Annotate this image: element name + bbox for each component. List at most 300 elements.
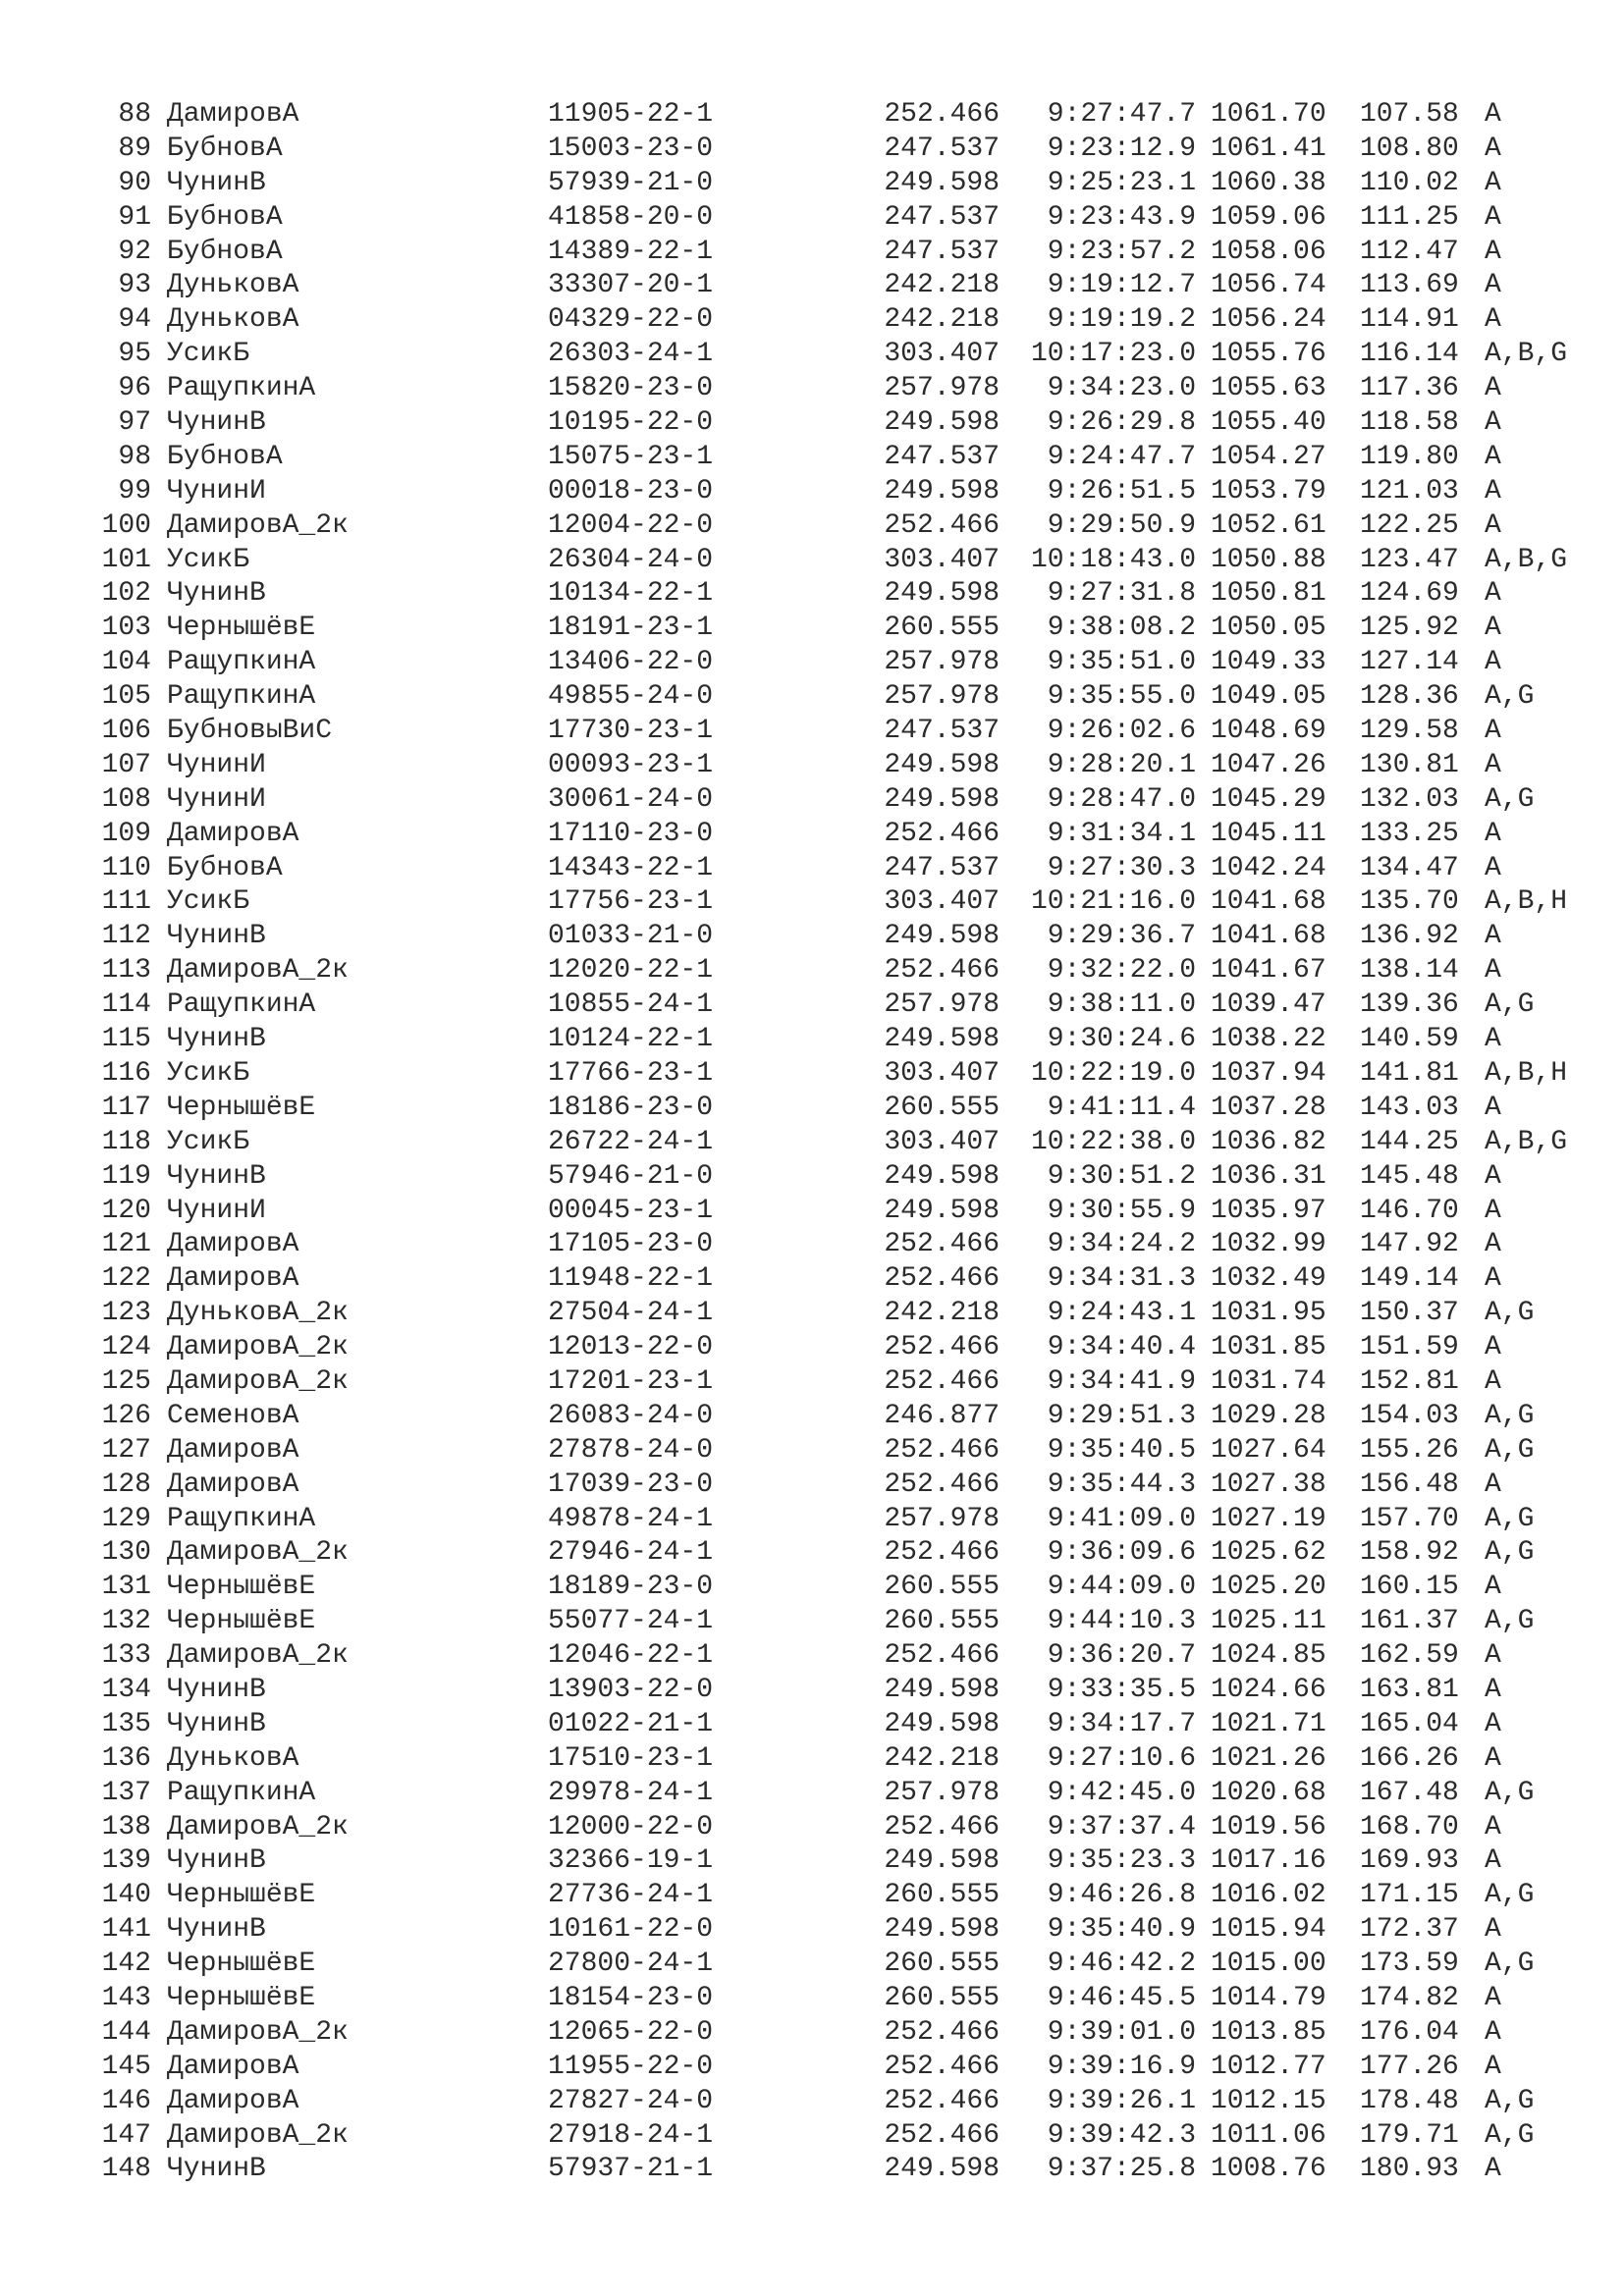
speed-value: 1011.06 [1211,2119,1326,2151]
fancier-name: ЧунинВ [167,1674,266,1705]
distance-km: 257.978 [884,681,1000,713]
category-flags: A [1485,1263,1501,1295]
speed-value: 1049.33 [1211,647,1326,678]
category-flags: A,B,H [1485,1057,1568,1089]
distance-km: 252.466 [884,99,1000,130]
place-number: 106 [101,716,151,747]
fancier-name: ДуньковА [167,304,299,336]
fancier-name: БубновыВиС [167,716,333,747]
points-value: 171.15 [1360,1880,1459,1911]
category-flags: A,G [1485,1606,1535,1637]
arrival-time: 9:35:23.3 [1047,1845,1196,1877]
distance-km: 249.598 [884,783,1000,815]
arrival-time: 9:28:47.0 [1047,783,1196,815]
result-row [86,715,1559,749]
category-flags: A [1485,1811,1501,1842]
speed-value: 1024.66 [1211,1674,1326,1705]
speed-value: 1056.74 [1211,270,1326,301]
ring-number: 13903-22-0 [548,1674,714,1705]
ring-number: 11905-22-1 [548,99,714,130]
fancier-name: УсикБ [167,886,250,918]
points-value: 112.47 [1360,236,1459,267]
distance-km: 247.537 [884,133,1000,164]
speed-value: 1056.24 [1211,304,1326,336]
distance-km: 252.466 [884,1537,1000,1569]
distance-km: 242.218 [884,1298,1000,1329]
ring-number: 33307-20-1 [548,270,714,301]
category-flags: A [1485,1845,1501,1877]
points-value: 155.26 [1360,1434,1459,1466]
place-number: 147 [101,2119,151,2151]
fancier-name: УсикБ [167,339,250,370]
speed-value: 1045.11 [1211,818,1326,849]
points-value: 141.81 [1360,1057,1459,1089]
points-value: 130.81 [1360,749,1459,780]
distance-km: 252.466 [884,1263,1000,1295]
ring-number: 30061-24-0 [548,783,714,815]
points-value: 166.26 [1360,1742,1459,1774]
points-value: 154.03 [1360,1400,1459,1431]
arrival-time: 9:44:09.0 [1047,1572,1196,1603]
distance-km: 247.537 [884,201,1000,233]
place-number: 103 [101,613,151,644]
ring-number: 29978-24-1 [548,1777,714,1808]
place-number: 112 [101,921,151,952]
place-number: 128 [101,1468,151,1500]
distance-km: 257.978 [884,647,1000,678]
category-flags: A,G [1485,1777,1535,1808]
ring-number: 18191-23-1 [548,613,714,644]
fancier-name: ДамировА [167,2051,299,2082]
speed-value: 1027.64 [1211,1434,1326,1466]
arrival-time: 9:27:31.8 [1047,578,1196,610]
arrival-time: 9:26:29.8 [1047,407,1196,439]
speed-value: 1029.28 [1211,1400,1326,1431]
points-value: 135.70 [1360,886,1459,918]
points-value: 139.36 [1360,989,1459,1021]
speed-value: 1052.61 [1211,509,1326,541]
ring-number: 01033-21-0 [548,921,714,952]
distance-km: 303.407 [884,886,1000,918]
distance-km: 249.598 [884,1674,1000,1705]
place-number: 115 [101,1024,151,1055]
speed-value: 1037.94 [1211,1057,1326,1089]
distance-km: 252.466 [884,2016,1000,2048]
ring-number: 27504-24-1 [548,1298,714,1329]
distance-km: 252.466 [884,1468,1000,1500]
points-value: 144.25 [1360,1126,1459,1157]
fancier-name: ДамировА_2к [167,509,349,541]
place-number: 123 [101,1298,151,1329]
category-flags: A,G [1485,2119,1535,2151]
place-number: 88 [118,99,151,130]
points-value: 149.14 [1360,1263,1459,1295]
points-value: 136.92 [1360,921,1459,952]
distance-km: 246.877 [884,1400,1000,1431]
arrival-time: 10:22:19.0 [1030,1057,1196,1089]
place-number: 107 [101,749,151,780]
fancier-name: ДамировА_2к [167,1537,349,1569]
place-number: 144 [101,2016,151,2048]
category-flags: A,B,G [1485,339,1568,370]
arrival-time: 9:35:40.5 [1047,1434,1196,1466]
category-flags: A [1485,818,1501,849]
fancier-name: БубновА [167,201,283,233]
speed-value: 1020.68 [1211,1777,1326,1808]
fancier-name: ДамировА [167,1263,299,1295]
result-row [86,1160,1559,1195]
arrival-time: 9:23:57.2 [1047,236,1196,267]
distance-km: 260.555 [884,1949,1000,1980]
distance-km: 257.978 [884,989,1000,1021]
category-flags: A [1485,1572,1501,1603]
points-value: 117.36 [1360,373,1459,404]
ring-number: 17756-23-1 [548,886,714,918]
category-flags: A [1485,373,1501,404]
category-flags: A [1485,1640,1501,1672]
points-value: 122.25 [1360,509,1459,541]
category-flags: A,B,H [1485,886,1568,918]
result-row [86,544,1568,578]
result-row [86,372,1559,406]
result-row [86,1571,1559,1605]
category-flags: A [1485,1982,1501,2013]
ring-number: 55077-24-1 [548,1606,714,1637]
ring-number: 27918-24-1 [548,2119,714,2151]
category-flags: A [1485,1914,1501,1946]
fancier-name: ЧунинВ [167,1845,266,1877]
result-row [86,1605,1559,1639]
result-row [86,1948,1559,1982]
speed-value: 1017.16 [1211,1845,1326,1877]
fancier-name: ЧунинВ [167,167,266,198]
category-flags: A,G [1485,1537,1535,1569]
place-number: 92 [118,236,151,267]
speed-value: 1050.05 [1211,613,1326,644]
result-row [86,1639,1559,1674]
ring-number: 57939-21-0 [548,167,714,198]
fancier-name: ЧунинИ [167,1195,266,1226]
distance-km: 252.466 [884,1811,1000,1842]
fancier-name: РащупкинА [167,989,316,1021]
result-row [86,133,1559,167]
arrival-time: 9:23:12.9 [1047,133,1196,164]
arrival-time: 10:17:23.0 [1030,339,1196,370]
fancier-name: РащупкинА [167,1503,316,1534]
points-value: 124.69 [1360,578,1459,610]
distance-km: 260.555 [884,1880,1000,1911]
ring-number: 15003-23-0 [548,133,714,164]
fancier-name: ЧунинИ [167,475,266,507]
speed-value: 1038.22 [1211,1024,1326,1055]
ring-number: 12004-22-0 [548,509,714,541]
speed-value: 1039.47 [1211,989,1326,1021]
speed-value: 1048.69 [1211,716,1326,747]
place-number: 116 [101,1057,151,1089]
result-row [86,1092,1559,1126]
distance-km: 249.598 [884,407,1000,439]
ring-number: 27736-24-1 [548,1880,714,1911]
result-row [86,201,1559,236]
points-value: 161.37 [1360,1606,1459,1637]
speed-value: 1036.31 [1211,1160,1326,1192]
ring-number: 00093-23-1 [548,749,714,780]
category-flags: A [1485,716,1501,747]
speed-value: 1012.15 [1211,2085,1326,2116]
fancier-name: ДуньковА_2к [167,1298,349,1329]
category-flags: A [1485,1468,1501,1500]
result-row [86,1674,1559,1708]
category-flags: A [1485,1195,1501,1226]
result-row [86,1982,1559,2016]
ring-number: 12020-22-1 [548,955,714,987]
arrival-time: 9:30:55.9 [1047,1195,1196,1226]
speed-value: 1041.68 [1211,886,1326,918]
place-number: 109 [101,818,151,849]
result-row [86,988,1559,1023]
result-row [86,1777,1559,1811]
points-value: 121.03 [1360,475,1459,507]
distance-km: 249.598 [884,475,1000,507]
points-value: 176.04 [1360,2016,1459,2048]
distance-km: 257.978 [884,1777,1000,1808]
category-flags: A [1485,955,1501,987]
arrival-time: 9:46:26.8 [1047,1880,1196,1911]
arrival-time: 9:39:42.3 [1047,2119,1196,2151]
ring-number: 17730-23-1 [548,716,714,747]
points-value: 151.59 [1360,1332,1459,1363]
ring-number: 14343-22-1 [548,852,714,883]
place-number: 100 [101,509,151,541]
category-flags: A,G [1485,1949,1535,1980]
results-list [86,98,1568,2187]
category-flags: A,G [1485,681,1535,713]
distance-km: 260.555 [884,1606,1000,1637]
points-value: 156.48 [1360,1468,1459,1500]
ring-number: 49878-24-1 [548,1503,714,1534]
place-number: 139 [101,1845,151,1877]
ring-number: 32366-19-1 [548,1845,714,1877]
distance-km: 249.598 [884,2154,1000,2185]
speed-value: 1059.06 [1211,201,1326,233]
speed-value: 1012.77 [1211,2051,1326,2082]
place-number: 104 [101,647,151,678]
result-row [86,852,1559,886]
fancier-name: РащупкинА [167,1777,316,1808]
ring-number: 00018-23-0 [548,475,714,507]
points-value: 172.37 [1360,1914,1459,1946]
place-number: 95 [118,339,151,370]
points-value: 145.48 [1360,1160,1459,1192]
speed-value: 1025.20 [1211,1572,1326,1603]
result-row [86,2153,1559,2187]
category-flags: A,B,G [1485,1126,1568,1157]
ring-number: 41858-20-0 [548,201,714,233]
arrival-time: 9:36:20.7 [1047,1640,1196,1672]
distance-km: 249.598 [884,578,1000,610]
distance-km: 260.555 [884,1092,1000,1123]
category-flags: A,G [1485,1298,1535,1329]
arrival-time: 9:39:16.9 [1047,2051,1196,2082]
points-value: 125.92 [1360,613,1459,644]
result-row [86,98,1559,133]
arrival-time: 9:35:51.0 [1047,647,1196,678]
fancier-name: ЧунинВ [167,578,266,610]
place-number: 130 [101,1537,151,1569]
category-flags: A [1485,407,1501,439]
category-flags: A [1485,1160,1501,1192]
ring-number: 27827-24-0 [548,2085,714,2116]
result-row [86,167,1559,201]
points-value: 143.03 [1360,1092,1459,1123]
result-row [86,1023,1559,1057]
fancier-name: СеменовА [167,1400,299,1431]
category-flags: A,G [1485,1503,1535,1534]
speed-value: 1008.76 [1211,2154,1326,2185]
arrival-time: 9:46:45.5 [1047,1982,1196,2013]
speed-value: 1058.06 [1211,236,1326,267]
place-number: 98 [118,441,151,472]
speed-value: 1032.99 [1211,1229,1326,1260]
arrival-time: 9:27:47.7 [1047,99,1196,130]
ring-number: 11955-22-0 [548,2051,714,2082]
distance-km: 252.466 [884,509,1000,541]
category-flags: A [1485,578,1501,610]
place-number: 121 [101,1229,151,1260]
result-row [86,1365,1559,1400]
speed-value: 1036.82 [1211,1126,1326,1157]
place-number: 132 [101,1606,151,1637]
result-row [86,509,1559,544]
ring-number: 17105-23-0 [548,1229,714,1260]
category-flags: A [1485,475,1501,507]
fancier-name: УсикБ [167,544,250,575]
arrival-time: 9:29:36.7 [1047,921,1196,952]
distance-km: 260.555 [884,613,1000,644]
result-row [86,954,1559,988]
result-row [86,646,1559,680]
ring-number: 04329-22-0 [548,304,714,336]
result-row [86,441,1559,475]
distance-km: 252.466 [884,1365,1000,1397]
result-row [86,920,1559,954]
place-number: 113 [101,955,151,987]
category-flags: A [1485,1092,1501,1123]
ring-number: 26303-24-1 [548,339,714,370]
place-number: 110 [101,852,151,883]
speed-value: 1016.02 [1211,1880,1326,1911]
distance-km: 249.598 [884,1914,1000,1946]
arrival-time: 9:39:26.1 [1047,2085,1196,2116]
result-row [86,612,1559,646]
points-value: 146.70 [1360,1195,1459,1226]
place-number: 93 [118,270,151,301]
points-value: 160.15 [1360,1572,1459,1603]
result-row [86,1195,1559,1229]
points-value: 119.80 [1360,441,1459,472]
points-value: 134.47 [1360,852,1459,883]
place-number: 143 [101,1982,151,2013]
place-number: 99 [118,475,151,507]
fancier-name: ДамировА_2к [167,1811,349,1842]
category-flags: A [1485,749,1501,780]
fancier-name: ДамировА_2к [167,2016,349,2048]
fancier-name: ЧернышёвЕ [167,1949,316,1980]
distance-km: 247.537 [884,236,1000,267]
place-number: 145 [101,2051,151,2082]
arrival-time: 9:35:55.0 [1047,681,1196,713]
points-value: 169.93 [1360,1845,1459,1877]
category-flags: A [1485,852,1501,883]
speed-value: 1027.38 [1211,1468,1326,1500]
category-flags: A,G [1485,1880,1535,1911]
arrival-time: 9:28:20.1 [1047,749,1196,780]
arrival-time: 9:41:11.4 [1047,1092,1196,1123]
points-value: 140.59 [1360,1024,1459,1055]
points-value: 107.58 [1360,99,1459,130]
place-number: 137 [101,1777,151,1808]
arrival-time: 9:34:40.4 [1047,1332,1196,1363]
distance-km: 252.466 [884,2085,1000,2116]
arrival-time: 9:34:41.9 [1047,1365,1196,1397]
result-row [86,1879,1559,1913]
speed-value: 1041.68 [1211,921,1326,952]
points-value: 177.26 [1360,2051,1459,2082]
category-flags: A [1485,167,1501,198]
arrival-time: 9:27:10.6 [1047,1742,1196,1774]
distance-km: 303.407 [884,544,1000,575]
points-value: 173.59 [1360,1949,1459,1980]
result-row [86,475,1559,509]
arrival-time: 9:27:30.3 [1047,852,1196,883]
category-flags: A [1485,1742,1501,1774]
result-row [86,1057,1568,1092]
fancier-name: РащупкинА [167,373,316,404]
arrival-time: 10:22:38.0 [1030,1126,1196,1157]
arrival-time: 9:30:51.2 [1047,1160,1196,1192]
ring-number: 11948-22-1 [548,1263,714,1295]
points-value: 108.80 [1360,133,1459,164]
result-row [86,269,1559,303]
place-number: 146 [101,2085,151,2116]
category-flags: A,G [1485,2085,1535,2116]
result-row [86,2016,1559,2051]
distance-km: 249.598 [884,1160,1000,1192]
fancier-name: ДамировА_2к [167,955,349,987]
ring-number: 18154-23-0 [548,1982,714,2013]
fancier-name: ДамировА_2к [167,1640,349,1672]
distance-km: 249.598 [884,1845,1000,1877]
result-row [86,236,1559,270]
arrival-time: 9:34:31.3 [1047,1263,1196,1295]
fancier-name: ЧернышёвЕ [167,1092,316,1123]
ring-number: 17039-23-0 [548,1468,714,1500]
fancier-name: БубновА [167,852,283,883]
place-number: 114 [101,989,151,1021]
points-value: 174.82 [1360,1982,1459,2013]
category-flags: A [1485,304,1501,336]
ring-number: 27946-24-1 [548,1537,714,1569]
points-value: 116.14 [1360,339,1459,370]
category-flags: A [1485,133,1501,164]
fancier-name: ЧернышёвЕ [167,1606,316,1637]
result-row [86,1503,1559,1537]
result-row [86,885,1568,920]
speed-value: 1042.24 [1211,852,1326,883]
result-row [86,1811,1559,1845]
place-number: 129 [101,1503,151,1534]
arrival-time: 9:23:43.9 [1047,201,1196,233]
